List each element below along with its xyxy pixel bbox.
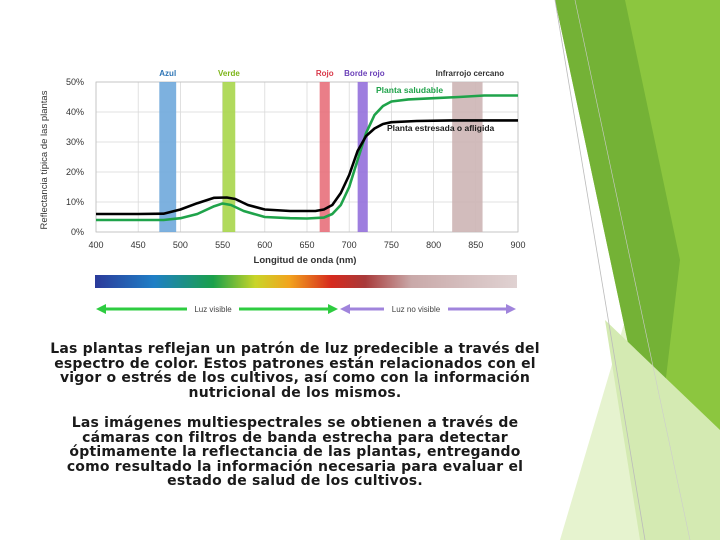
- x-tick-label: 750: [383, 240, 399, 250]
- series-label-stressed: Planta estresada o afligida: [387, 123, 495, 133]
- x-tick-label: 850: [468, 240, 484, 250]
- band-verde: [223, 82, 236, 232]
- band-label: Verde: [218, 69, 240, 78]
- x-tick-label: 550: [215, 240, 231, 250]
- y-tick-label: 30%: [65, 137, 84, 147]
- visible-light-arrow-head-left: [96, 304, 106, 314]
- band-label: Rojo: [315, 69, 334, 78]
- x-tick-label: 700: [341, 240, 357, 250]
- paragraph-multispectral-images: Las imágenes multiespectrales se obtienen a través de cámaras con filtros de banda estrecha para detectar óptimamente la reflectancia de las plantas, entregando como resultado la información necesaria para evaluar el estado de salud de los cultivos.: [66, 415, 524, 490]
- x-axis-title: Longitud de onda (nm): [253, 255, 357, 266]
- y-tick-label: 40%: [65, 107, 84, 117]
- invisible-light-label: Luz no visible: [391, 305, 441, 314]
- band-label: Borde rojo: [344, 69, 385, 78]
- series-label-healthy: Planta saludable: [376, 85, 444, 95]
- spectrum-bar: [95, 275, 517, 288]
- visible-light-arrow-head-right: [328, 304, 338, 314]
- band-label: Infrarrojo cercano: [435, 69, 505, 78]
- y-tick-label: 20%: [65, 167, 84, 177]
- band-infrarrojo-cercano: [452, 82, 482, 232]
- paragraph-reflectance-pattern: Las plantas reflejan un patrón de luz predecible a través del espectro de color. Estos patrones están relacionados con el vigor o estrés de los cultivos, así como con la información nutricional de los mismos.: [50, 341, 540, 401]
- y-tick-label: 50%: [65, 77, 84, 87]
- visible-light-label: Luz visible: [194, 305, 232, 314]
- x-tick-label: 400: [88, 240, 104, 250]
- invisible-light-arrow-head-left: [340, 304, 350, 314]
- x-tick-label: 900: [510, 240, 526, 250]
- y-tick-label: 10%: [65, 197, 84, 207]
- x-tick-label: 500: [172, 240, 188, 250]
- x-tick-label: 800: [426, 240, 442, 250]
- x-tick-label: 600: [257, 240, 273, 250]
- band-azul: [159, 82, 176, 232]
- band-label: Azul: [159, 69, 177, 78]
- x-tick-label: 650: [299, 240, 315, 250]
- x-tick-label: 450: [130, 240, 146, 250]
- invisible-light-arrow-head-right: [506, 304, 516, 314]
- y-tick-label: 0%: [70, 227, 84, 237]
- y-axis-title: Reflectancia típica de las plantas: [39, 90, 50, 230]
